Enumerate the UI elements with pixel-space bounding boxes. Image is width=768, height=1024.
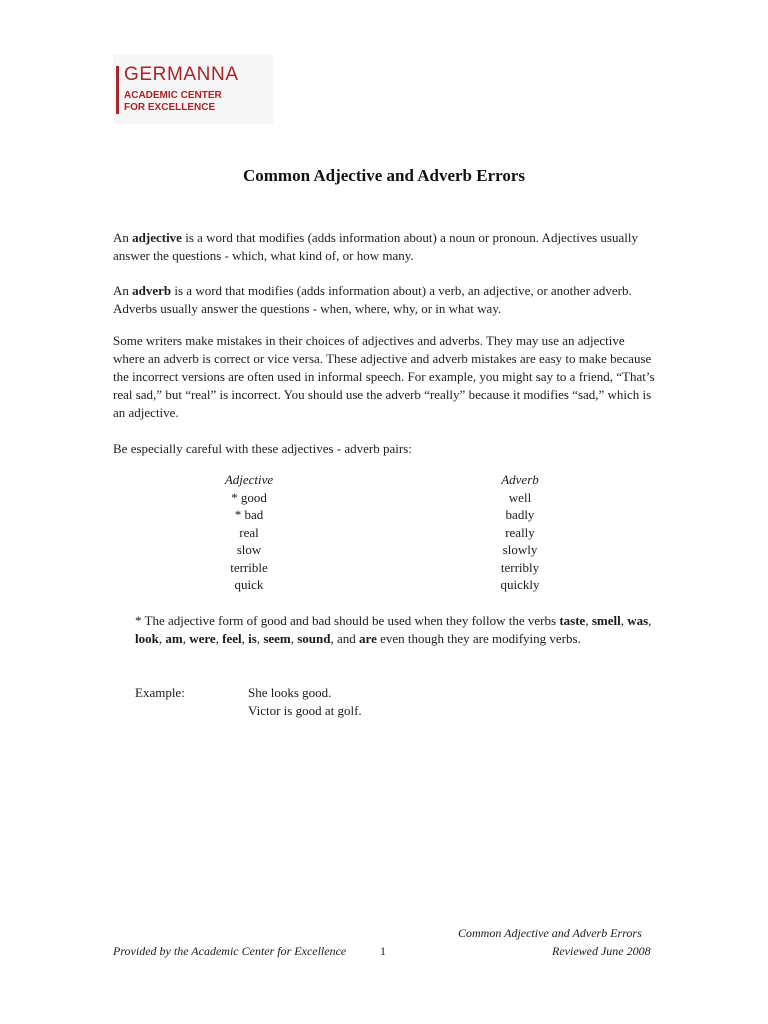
example-sentence-1: She looks good.	[248, 685, 332, 700]
separator: ,	[648, 613, 652, 628]
separator: ,	[256, 631, 264, 646]
verb: seem	[263, 631, 291, 646]
pair-adjective: real	[239, 524, 259, 540]
paragraph-pairs-intro: Be especially careful with these adjectives - adverb pairs:	[113, 441, 412, 456]
separator: ,	[215, 631, 223, 646]
text: is a word that modifies (adds information about) a verb, an adjective, or another adverb. Adverbs usually answer the questions - when, where, why, or in what way.	[113, 283, 632, 316]
pair-row	[113, 559, 658, 577]
pair-row	[113, 524, 658, 542]
document-title: Common Adjective and Adverb Errors	[242, 166, 526, 185]
pair-adverb: really	[505, 524, 535, 540]
pair-adjective: slow	[236, 542, 262, 557]
pair-adverb: badly	[505, 507, 535, 522]
pairs-header-row	[113, 471, 658, 489]
text: An	[113, 230, 133, 245]
logo-line-2: FOR EXCELLENCE	[124, 102, 216, 113]
footer-reviewed-date: Reviewed June 2008	[552, 944, 651, 958]
pair-adverb: quickly	[500, 577, 540, 592]
verb: are	[359, 631, 377, 646]
verb: look	[135, 631, 159, 646]
logo-name: GERMANNA	[124, 64, 239, 85]
separator: ,	[182, 631, 190, 646]
paragraph-adjective-definition	[113, 229, 658, 265]
logo-bar	[116, 66, 119, 114]
pair-row	[113, 489, 658, 507]
pair-adjective: * bad	[234, 507, 264, 522]
verb: taste	[559, 613, 586, 628]
pair-row	[113, 506, 658, 524]
pair-adjective: terrible	[230, 559, 268, 575]
footer-provided-by: Provided by the Academic Center for Excellence	[113, 944, 347, 958]
pair-adverb: slowly	[502, 542, 538, 557]
example-sentence-2: Victor is good at golf.	[248, 703, 362, 718]
text: An	[113, 283, 133, 298]
verb: is	[248, 631, 257, 646]
logo-line-1: ACADEMIC CENTER	[124, 90, 222, 101]
paragraph-common-mistakes: Some writers make mistakes in their choices of adjectives and adverbs. They may use an adjective where an adverb is correct or vice versa. These adjective and adverb mistakes are easy to make because the incorrect versions are often used in informal speech. For example, you might say to a friend, “That’s real sad,” but “real” is incorrect. You should use the adverb “really” because it modifies “sad,” which is an adjective.	[113, 333, 655, 420]
footer-document-title: Common Adjective and Adverb Errors	[458, 926, 642, 940]
text: even though they are modifying verbs.	[376, 631, 581, 646]
verb: smell	[591, 613, 621, 628]
verb: sound	[297, 631, 331, 646]
pair-row	[113, 541, 658, 559]
paragraph-adverb-definition	[113, 282, 658, 318]
term-adverb: adverb	[132, 283, 172, 298]
separator: ,	[290, 631, 298, 646]
footer-page-number: 1	[380, 944, 386, 958]
separator: ,	[158, 631, 166, 646]
pair-adjective: quick	[234, 577, 264, 592]
good-bad-note	[135, 612, 655, 648]
adjective-column-header: Adjective	[224, 472, 274, 487]
text: * The adjective form of good and bad should be used when they follow the verbs	[135, 613, 560, 628]
separator: , and	[330, 631, 360, 646]
adverb-column-header: Adverb	[501, 472, 539, 487]
separator: ,	[585, 613, 592, 628]
verb: was	[627, 613, 649, 628]
adjective-adverb-pairs	[113, 471, 658, 594]
example-label: Example:	[135, 685, 185, 700]
separator: ,	[241, 631, 249, 646]
verb: were	[189, 631, 216, 646]
germanna-logo	[113, 54, 273, 124]
verb: am	[165, 631, 183, 646]
separator: ,	[620, 613, 628, 628]
pair-row	[113, 576, 658, 594]
pair-adverb: well	[508, 489, 532, 505]
pair-adverb: terribly	[500, 559, 540, 575]
term-adjective: adjective	[132, 230, 182, 245]
pair-adjective: * good	[231, 489, 267, 505]
verb: feel	[222, 631, 242, 646]
text: is a word that modifies (adds information about) a noun or pronoun. Adjectives usually answer the questions - which, what kind of, or how many.	[113, 230, 638, 263]
